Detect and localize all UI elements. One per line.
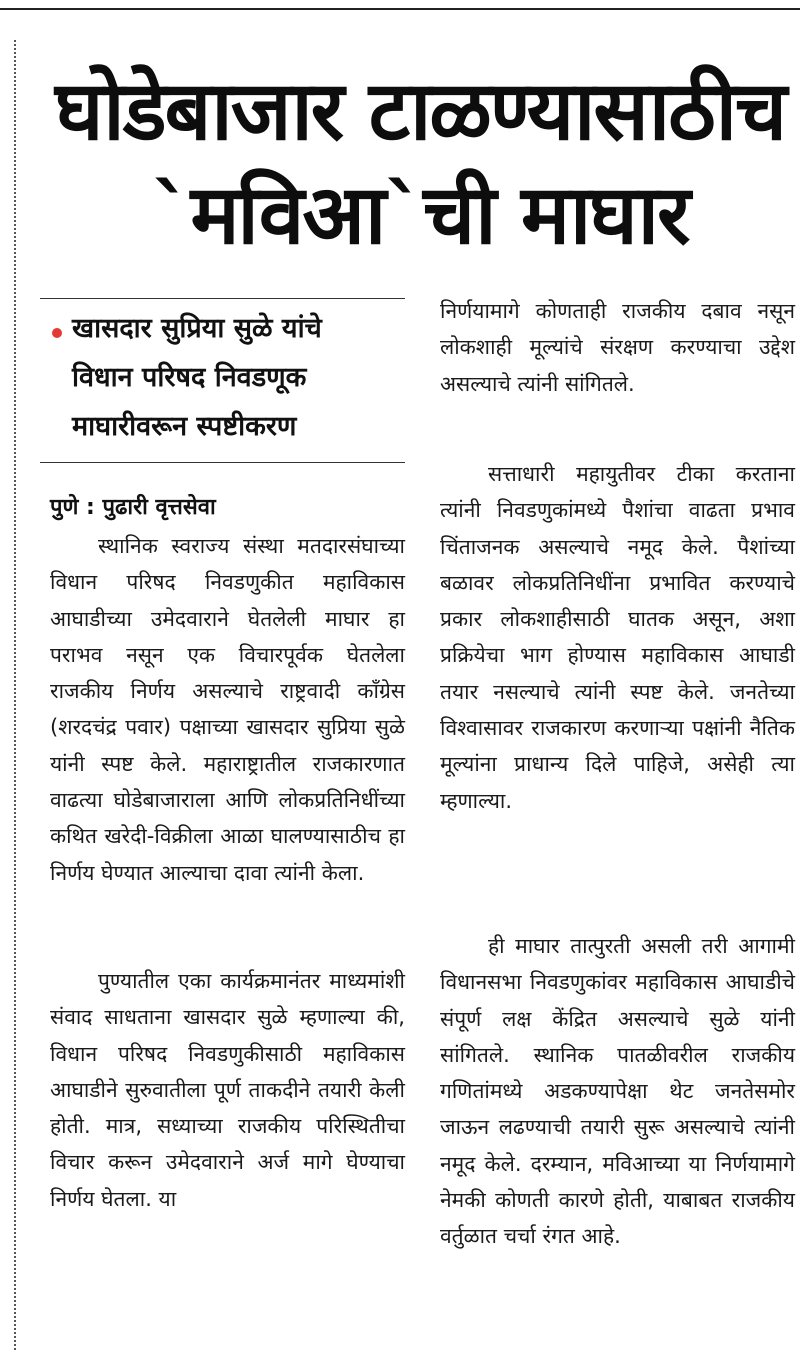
subhead-bottom-rule <box>40 462 405 463</box>
subhead-line-2: विधान परिषद निवडणूक <box>72 362 307 393</box>
left-dotted-margin <box>14 40 16 1350</box>
paragraph-3: निर्णयामागे कोणताही राजकीय दबाव नसून लोकशाही मूल्यांचे संरक्षण करण्याचा उद्देश असल्याचे त्यांनी सांगितले. <box>440 299 795 396</box>
headline <box>40 60 800 268</box>
paragraph-2: पुण्यातील एका कार्यक्रमानंतर माध्यमांशी संवाद साधताना खासदार सुळे म्हणाल्या की, विधान परिषद निवडणुकीसाठी महाविकास आघाडीने सुरुवातीला पूर्ण ताकदीने तयारी केली होती. मात्र, सध्याच्या राजकीय परिस्थितीचा विचार करून उमेदवाराने अर्ज मागे घेण्याचा निर्णय घेतला. या <box>50 969 405 1211</box>
red-bullet-icon <box>52 328 62 338</box>
top-border-rule <box>0 8 800 10</box>
headline-line-1: घोडेबाजार टाळण्यासाठीच <box>54 64 786 159</box>
subhead-line-3: माघारीवरून स्पष्टीकरण <box>72 411 297 442</box>
paragraph-1: स्थानिक स्वराज्य संस्था मतदारसंघाच्या विधान परिषद निवडणुकीत महाविकास आघाडीच्या उमेदवाराने घेतलेली माघार हा पराभव नसून एक विचारपूर्वक घेतलेला राजकीय निर्णय असल्याचे राष्ट्रवादी काँग्रेस (शरदचंद्र पवार) पक्षाच्या खासदार सुप्रिया सुळे यांनी स्पष्ट केले. महाराष्ट्रातील राजकारणात वाढत्या घोडेबाजाराला आणि लोकप्रतिनिधींच्या कथित खरेदी-विक्रीला आळा घालण्यासाठीच हा निर्णय घेण्यात आल्याचा दावा त्यांनी केला. <box>50 534 405 885</box>
headline-line-2: `मविआ`ची माघार <box>151 168 689 263</box>
paragraph-5: ही माघार तात्पुरती असली तरी आगामी विधानसभा निवडणुकांवर महाविकास आघाडीचे संपूर्ण लक्ष केंद्रित असल्याचे सुळे यांनी सांगितले. स्थानिक पातळीवरील राजकीय गणितांमध्ये अडकण्यापेक्षा थेट जनतेसमोर जाऊन लढण्याची तयारी सुरू असल्याचे त्यांनी नमूद केले. दरम्यान, मविआच्या या निर्णयामागे नेमकी कोणती कारणे होती, याबाबत राजकीय वर्तुळात चर्चा रंगत आहे. <box>440 934 795 1249</box>
byline: पुणे : पुढारी वृत्तसेवा <box>50 495 216 520</box>
subhead-line-1: खासदार सुप्रिया सुळे यांचे <box>72 313 322 344</box>
paragraph-4: सत्ताधारी महायुतीवर टीका करताना त्यांनी निवडणुकांमध्ये पैशांचा वाढता प्रभाव चिंताजनक असल्याचे नमूद केले. पैशांच्या बळावर लोकप्रतिनिधींना प्रभावित करण्याचे प्रकार लोकशाहीसाठी घातक असून, अशा प्रक्रियेचा भाग होण्यास महाविकास आघाडी तयार नसल्याचे त्यांनी स्पष्ट केले. जनतेच्या विश्वासावर राजकारण करणाऱ्या पक्षांनी नैतिक मूल्यांना प्राधान्य दिले पाहिजे, असेही त्या म्हणाल्या. <box>440 462 795 813</box>
subhead-top-rule <box>40 298 405 299</box>
subheadline <box>40 310 405 460</box>
